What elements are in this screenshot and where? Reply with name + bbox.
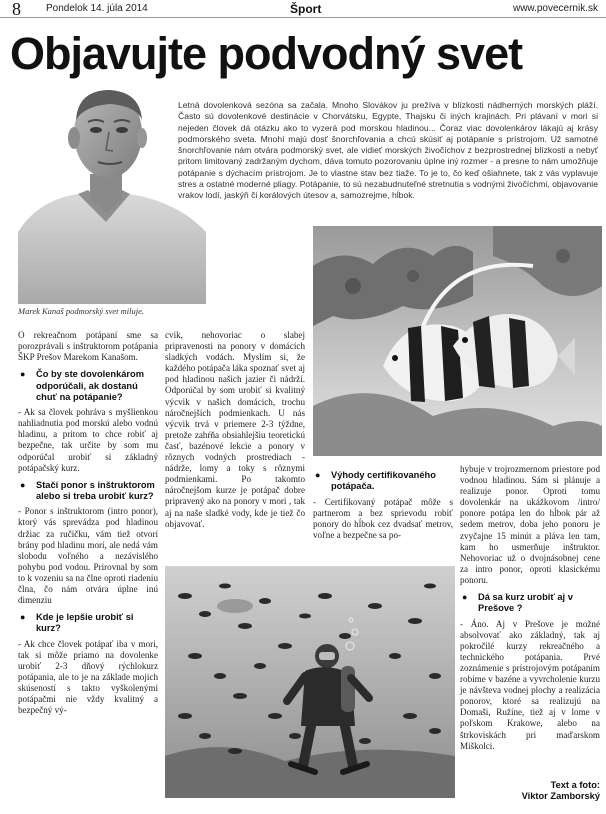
- question-1: ● Čo by ste dovolenkárom odporúčali, ak dostanú chuť na potápanie?: [18, 369, 158, 403]
- question-5: ● Dá sa kurz urobiť aj v Prešove ?: [460, 592, 600, 615]
- article-intro: O rekreačnom potápaní sme sa porozprávali s inštruktorom potápania ŠKP Prešov Marekom Kanašom.: [18, 330, 158, 363]
- fish-photo: [313, 226, 602, 456]
- question-4: ● Výhody certifikovaného potápača.: [313, 470, 453, 493]
- website-link[interactable]: www.povecernik.sk: [512, 3, 598, 14]
- photo-text-credit: [460, 780, 600, 803]
- diver-photo: [165, 566, 455, 798]
- answer-4-part-1: - Certifikovaný potápač môže s partnerom a bez sprievodu robiť ponory do hĺbok cez dvadsať metrov, voľne a bezpečne sa po-: [313, 496, 453, 540]
- section-name: Šport: [290, 2, 322, 16]
- issue-date: Pondelok 14. júla 2014: [46, 3, 148, 14]
- answer-4-part-2: hybuje v trojrozmernom priestore pod vodnou hladinou. Sám si plánuje a realizuje ponor. Oproti tomu dovolenkár na ukážkovom /intro/ ponore potápa len do hĺbok pár až sedem metrov, doba jeho ponoru je zvyčajne 15 minút a pláva len tam, kam ho usmerňuje inštruktor. Nehovoriac už o dvojnásobnej cene za intro ponor, oproti klasickému ponoru.: [460, 464, 600, 585]
- answer-3-part-1: - Ak chce človek potápať iba v mori, tak si môže priamo na dovolenke urobiť 2-3 dňový rýchlokurz potápania, ale to je na základe mojich skúseností s takto vyškolenými potápačmi nie vždy kvalitný a bezpečný vý-: [18, 638, 158, 716]
- article-column-1: [18, 330, 158, 717]
- answer-2: - Ponor s inštruktorom (intro ponor), ktorý vás sprevádza pod hladinou držiac za ručičku, vám tiež otvorí brány pod hladinu morí, ale nedá vám slobodu voľného a nezávislého pohybu pod vodou. Prirovnal by som to k vozeniu sa na člne oproti riadeniu člna, čo nám otvára úplne inú dimenziu: [18, 506, 158, 606]
- question-2: ● Stačí ponor s inštruktorom alebo si treba urobiť kurz?: [18, 480, 158, 503]
- page-header: [0, 0, 606, 18]
- credit-label: Text a foto:: [550, 780, 600, 790]
- article-column-4: [460, 464, 600, 753]
- article-column-2: [165, 330, 305, 531]
- lead-text: Letná dovolenková sezóna sa začala. Mnoho Slovákov ju prežíva v blízkosti nádherných morských pláží. Často sú dovolenkové destinácie v Chorvátsku, Egypte, Thajsku či iných krajinách. Pri plávaní v mori si nejeden človek dá otázku ako to vyzerá pod morskou hladinou... Čoraz viac dovolenkárov lákajú aj krásy podmorského sveta. Mnohí majú dosť šnorchľovania a chcú skúsiť aj potápanie s prístrojom. Už samotné šnorchľovanie nám otvára podmorský svet, ale vidieť morských živočíchov z bezprostrednej blízkosti a nebyť pritom limitovaný zadržaným dychom, dáva tomuto pozorovaniu úplne iný rozmer - a presne to nám umožňuje potápanie s dýchacím prístrojom. Je to vlastne stav bez tiaže. To je to, čo keď ošiahnete, tak z vás vyplavuje stres a ostatné moderné pliagy. Potápanie, to sú nezabudnuteľné stretnutia s vodnými živočíchmi, objavovanie vrakov lodí, jaskýň či korálových útesov a, samozrejme, hĺbok.: [178, 100, 598, 201]
- question-3: ● Kde je lepšie urobiť si kurz?: [18, 612, 158, 635]
- answer-1: - Ak sa človek pohráva s myšlienkou nahliadnutia pod morskú alebo vodnú hladinu, a pritom to chce robiť aj bezpečne, tak určite by som mu odporúčal urobiť si základný potápačský kurz.: [18, 407, 158, 473]
- lead-paragraph: [178, 100, 598, 202]
- portrait-caption: Marek Kanaš podmorský svet miluje.: [18, 306, 144, 316]
- credit-author: Viktor Zamborský: [521, 791, 600, 802]
- answer-5: - Áno. Aj v Prešove je možné absolvovať ako základný, tak aj pokročilé kurzy rekreačného a technického potápania. Prvé zoznámenie s prístrojovým potápaním robíme v bazéne a vyvrcholenie kurzu je návšteva vodnej plochy a realizácia ponorov, ktoré sa realizujú na Domaši, Ružíne, tiež aj v lome v poľskom Krakowe, alebo na štrkoviskách pri maďarskom Miškolci.: [460, 618, 600, 751]
- answer-3-part-2: cvik, nehovoriac o slabej pripravenosti na ponory v domácich sladkých vodách. Myslím si, že každého potápača láka spoznať svet aj pod hladinou našich jazier či nádrží. Odporúčal by som urobiť si kvalitný výcvik v našich domácich, trochu náročnejších podmienkach. U nás výcvik trvá v priemere 2-3 týždne, pretože zahŕňa obsiahlejšiu teoretickú časť, bazénové lekcie a ponory v rôznych vodných prostrediach - nádrže, lomy a toky s rôznymi podmienkami. Po takomto náročnejšom kurze je potápač dobre pripravený ako na ponory v mori , tak aj na naše sladké vody, kde je tiež čo objavovať.: [165, 330, 305, 529]
- article-column-3: [313, 464, 453, 542]
- page-number: 8: [12, 0, 21, 19]
- article-headline: Objavujte podvodný svet: [10, 28, 523, 79]
